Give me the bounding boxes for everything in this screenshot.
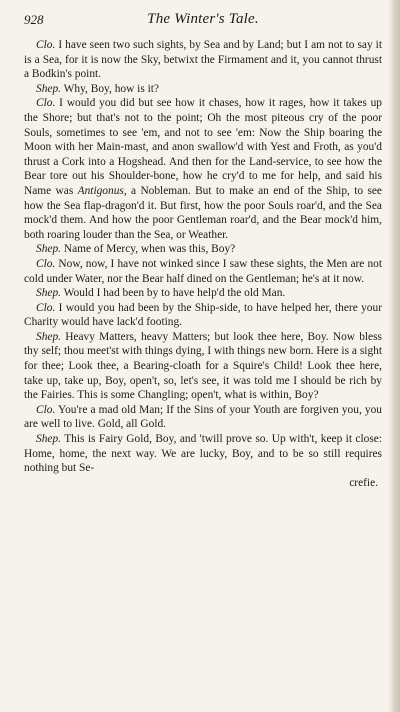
speech-text: I would you had been by the Ship-side, to have helped her, there your Charity would have lack'd footing.: [24, 301, 382, 329]
speaker-label: Clo.: [36, 403, 56, 416]
speech-text: Name of Mercy, when was this, Boy?: [63, 243, 236, 256]
page-header: [24, 13, 382, 35]
speech-text: I have seen two such sights, by Sea and by Land; but I am not to say it is a Sea, for it is now the Sky, betwixt the Firmament and it, you cannot thrust a Bodkin's point.: [24, 39, 383, 81]
speech-2: [24, 82, 382, 97]
speaker-label: Clo.: [36, 97, 56, 110]
speech-text: This is Fairy Gold, Boy, and 'twill prove so. Up with't, keep it close: Home, home, the next way. We are lucky, Boy, and to be so still requires nothing but Se-: [24, 433, 382, 475]
speaker-label: Shep.: [36, 82, 61, 95]
speech-5: [24, 257, 382, 286]
speech-text: Heavy Matters, heavy Matters; but look thee here, Boy. Now bless thy self; thou meet'st with things dying, I with things new born. Here is a sight for thee; Look thee, a Bearing-cloath for a Squire's Child! Look thee here, take up, take up, Boy, open't, so, let's see, it was told me I should be rich by the Fairies. This is some Changling; open't, what is within, Boy?: [24, 330, 382, 402]
speaker-label: Shep.: [36, 243, 61, 256]
speech-text: You're a mad old Man; If the Sins of your Youth are forgiven you, you are well to live. Gold, all Gold.: [24, 403, 382, 431]
speech-text: I would you did but see how it chases, how it rages, how it takes up the Shore; but that's not to the point; Oh the most piteous cry of the poor Souls, sometimes to see 'em, and not to see 'em: Now the Ship boaring the Moon with her Main-mast, and anon swallow'd with Yest and Froth, as you'd thrust a Cork into a Hogshead. And then for the Land-service, to see how the Bear tore out his Shoulder-bone, how he cry'd to me for help, and said his Name was: [24, 97, 382, 197]
speaker-label: Shep.: [36, 433, 61, 446]
speech-1: [24, 38, 382, 82]
speech-3: [24, 96, 382, 242]
speech-8: [24, 330, 382, 403]
catchword-line: crefie.: [349, 476, 378, 489]
speaker-label: Clo.: [36, 39, 56, 51]
speech-text: a Nobleman. But to make an end of the Ship, to see how the Sea flap-dragon'd it. But first, how the poor Souls roar'd, and the Sea mock'd them. And how the poor Gentleman roar'd, and the Bear mock'd him, both roaring louder than the Sea, or Weather.: [24, 184, 382, 241]
speech-9: [24, 403, 382, 432]
speech-6: [24, 286, 382, 301]
speaker-label: Shep.: [36, 330, 61, 343]
speech-text: Would I had been by to have help'd the old Man.: [63, 287, 286, 300]
speech-4: [24, 242, 382, 257]
speaker-label: Shep.: [36, 287, 61, 300]
speech-text: Now, now, I have not winked since I saw these sights, the Men are not cold under Water, nor the Bear half dined on the Gentleman; he's at it now.: [24, 257, 382, 285]
running-title: The Winter's Tale.: [147, 11, 259, 27]
page-edge: [388, 0, 400, 712]
speech-10: [24, 432, 382, 476]
character-name: Antigonus,: [77, 184, 127, 197]
page-number: 928: [24, 12, 44, 27]
speaker-label: Clo.: [36, 301, 56, 314]
speaker-label: Clo.: [36, 257, 56, 270]
speech-7: [24, 301, 382, 330]
speech-text: Why, Boy, how is it?: [63, 82, 159, 95]
